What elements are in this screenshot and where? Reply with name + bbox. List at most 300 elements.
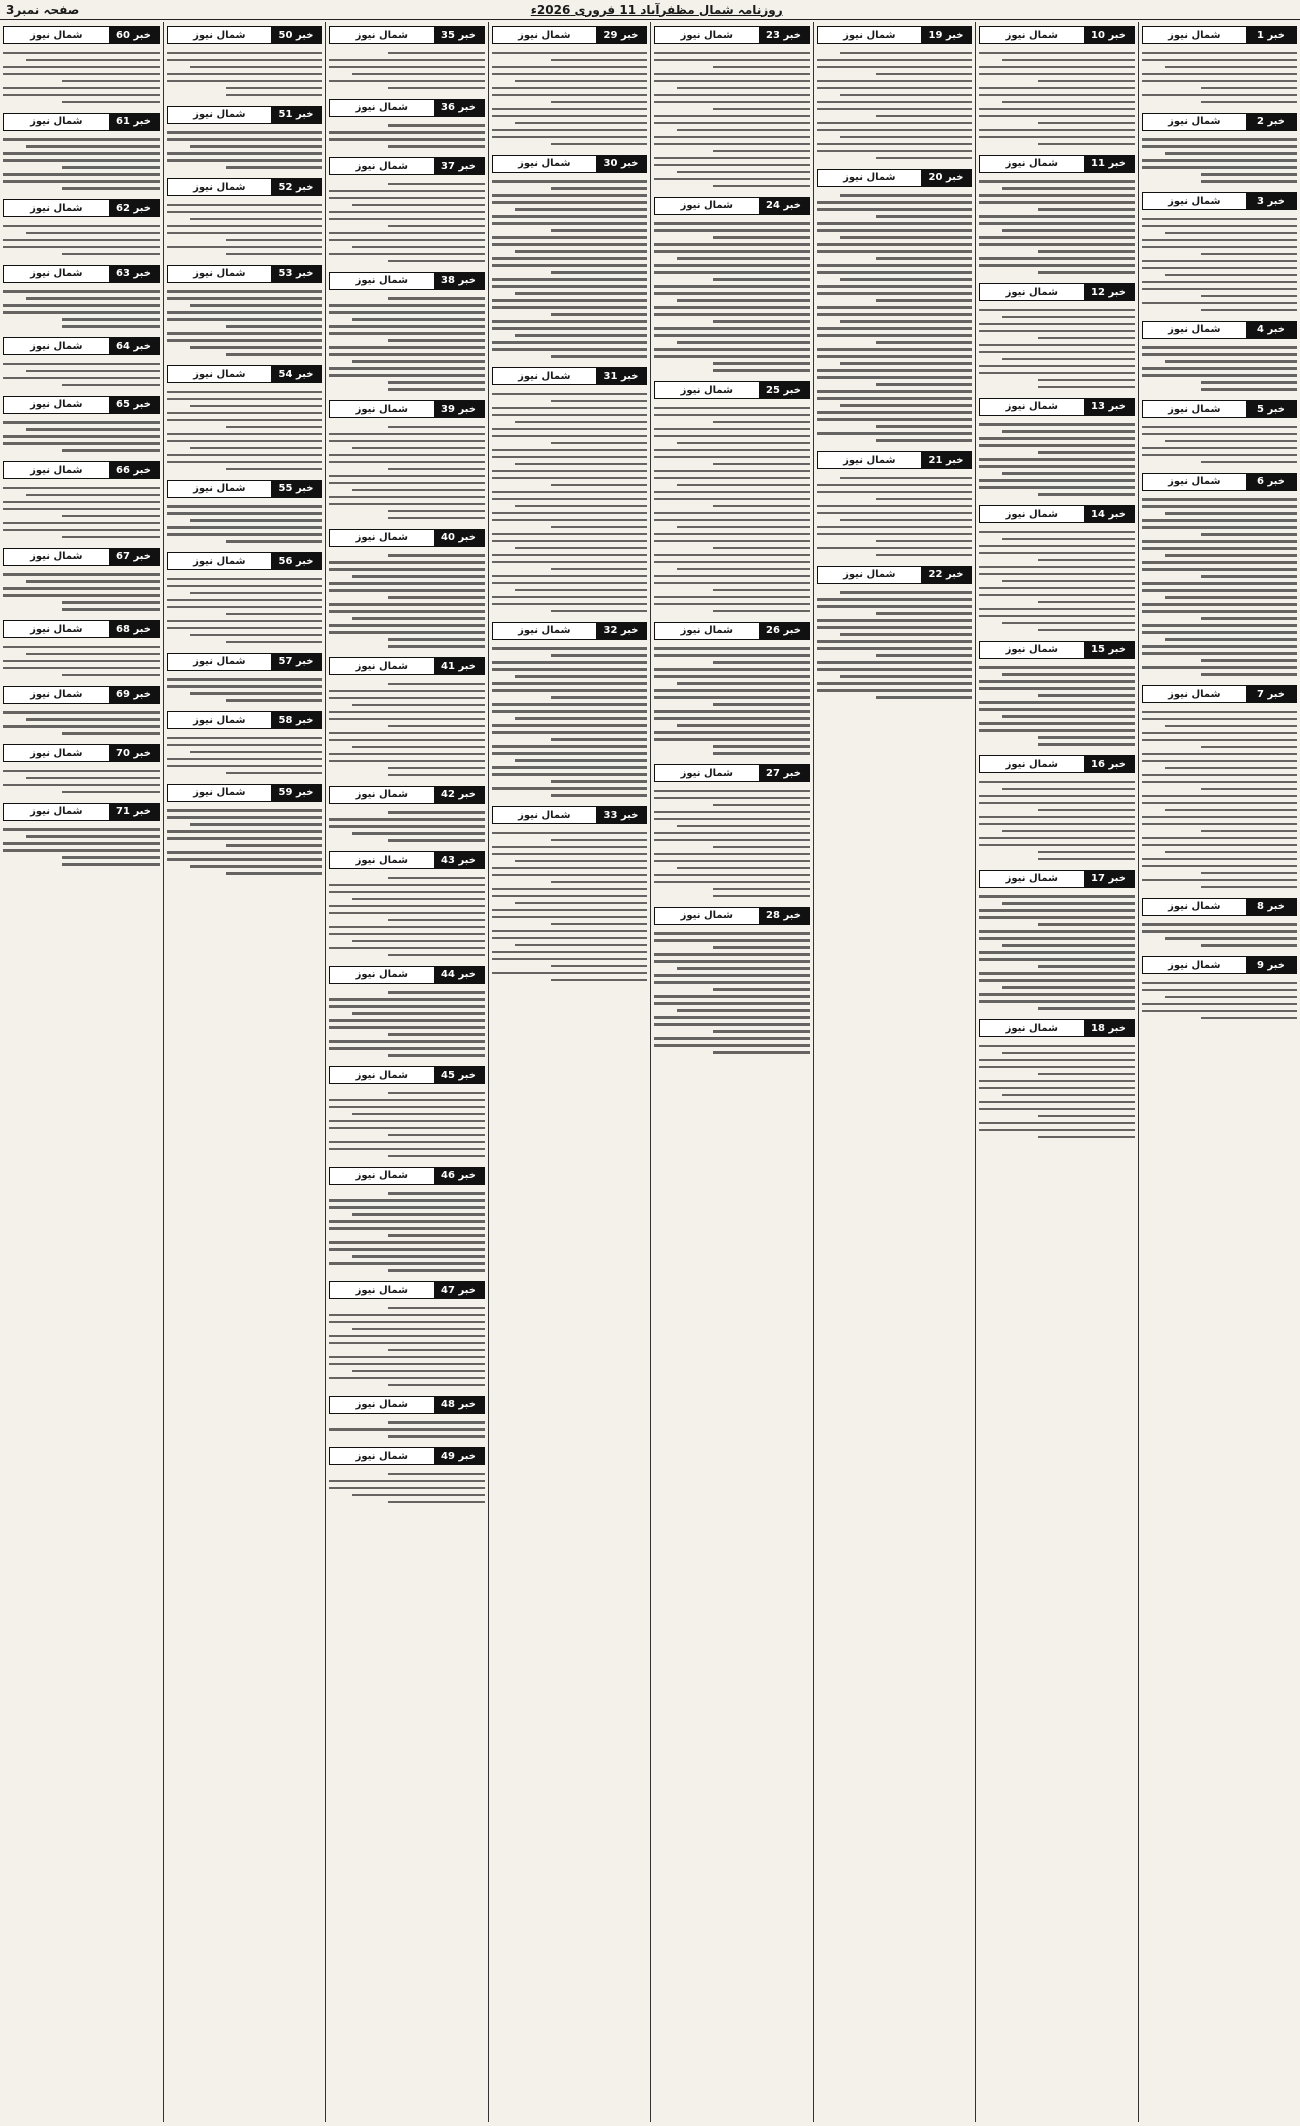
story-body (979, 890, 1135, 1016)
agency-label: شمال نیوز (330, 1168, 434, 1184)
story-number: خبر 62 (109, 200, 159, 216)
story-body (167, 46, 323, 102)
text-line (979, 486, 1135, 489)
agency-label: شمال نیوز (1143, 957, 1247, 973)
text-line (190, 634, 322, 637)
text-line (515, 292, 647, 295)
agency-label: شمال نیوز (4, 462, 109, 478)
text-line (388, 381, 484, 384)
text-line (817, 526, 973, 529)
agency-label: شمال نیوز (4, 338, 109, 354)
text-line (1038, 1007, 1134, 1010)
text-line (492, 895, 648, 898)
agency-label: شمال نیوز (4, 266, 109, 282)
text-line (492, 180, 648, 183)
text-line (713, 278, 809, 281)
text-line (817, 222, 973, 225)
text-line (979, 236, 1135, 239)
text-line (3, 138, 160, 141)
text-line (1165, 851, 1297, 854)
text-line (492, 745, 648, 748)
text-line (979, 795, 1135, 798)
text-line (654, 1044, 810, 1047)
story-header (979, 155, 1135, 173)
news-story (3, 548, 160, 617)
agency-label: شمال نیوز (4, 804, 109, 820)
text-line (654, 428, 810, 431)
text-line (226, 87, 322, 90)
text-line (1002, 316, 1134, 319)
text-line (840, 236, 972, 239)
text-line (3, 573, 160, 576)
text-line (713, 505, 809, 508)
story-body (329, 677, 485, 782)
text-line (1142, 239, 1298, 242)
text-line (654, 953, 810, 956)
text-line (226, 253, 322, 256)
story-header (329, 1447, 485, 1465)
text-line (1142, 138, 1298, 141)
text-line (62, 608, 159, 611)
text-line (979, 115, 1135, 118)
text-line (167, 627, 323, 630)
text-line (329, 1047, 485, 1050)
text-line (654, 981, 810, 984)
text-line (840, 633, 972, 636)
news-story (329, 1396, 485, 1444)
story-body (3, 481, 160, 544)
agency-label: شمال نیوز (330, 852, 434, 868)
text-line (654, 306, 810, 309)
text-line (226, 166, 322, 169)
story-body (3, 357, 160, 392)
text-line (979, 52, 1135, 55)
story-number: خبر 30 (596, 156, 646, 172)
news-story (817, 26, 973, 165)
text-line (817, 129, 973, 132)
text-line (876, 612, 972, 615)
text-line (1142, 52, 1298, 55)
text-line (551, 59, 647, 62)
text-line (492, 930, 648, 933)
story-body (654, 642, 810, 761)
text-line (654, 164, 810, 167)
text-line (979, 1129, 1135, 1132)
story-number: خبر 28 (759, 908, 809, 924)
text-line (3, 660, 160, 663)
story-body (817, 586, 973, 705)
agency-label: شمال نیوز (4, 397, 109, 413)
text-line (551, 568, 647, 571)
text-line (515, 463, 647, 466)
text-line (876, 696, 972, 699)
text-line (167, 59, 323, 62)
text-line (677, 967, 809, 970)
text-line (492, 846, 648, 849)
text-line (979, 351, 1135, 354)
story-header (817, 169, 973, 187)
text-line (1165, 937, 1297, 940)
story-number: خبر 39 (434, 401, 484, 417)
text-line (388, 1269, 484, 1272)
text-line (1002, 538, 1134, 541)
text-line (515, 80, 647, 83)
text-line (713, 589, 809, 592)
story-number: خبر 67 (109, 549, 159, 565)
news-story (167, 480, 323, 549)
story-number: خبر 51 (271, 107, 321, 123)
text-line (492, 278, 648, 281)
news-column (325, 22, 488, 2122)
text-line (654, 470, 810, 473)
news-story (654, 381, 810, 618)
news-story (3, 26, 160, 109)
story-number: خبر 25 (759, 382, 809, 398)
text-line (1165, 638, 1297, 641)
text-line (3, 646, 160, 649)
text-line (654, 603, 810, 606)
story-body (1142, 705, 1298, 894)
story-header (817, 566, 973, 584)
text-line (515, 759, 647, 762)
text-line (876, 498, 972, 501)
text-line (654, 491, 810, 494)
news-story (654, 622, 810, 761)
story-body (167, 804, 323, 881)
text-line (1142, 753, 1298, 756)
text-line (3, 442, 160, 445)
agency-label: شمال نیوز (980, 871, 1084, 887)
text-line (713, 463, 809, 466)
text-line (654, 738, 810, 741)
text-line (979, 136, 1135, 139)
text-line (1165, 767, 1297, 770)
text-line (1142, 218, 1298, 221)
story-body (329, 986, 485, 1063)
text-line (1038, 451, 1134, 454)
text-line (1142, 816, 1298, 819)
news-story (492, 367, 648, 618)
agency-label: شمال نیوز (655, 198, 759, 214)
text-line (1142, 426, 1298, 429)
text-line (876, 654, 972, 657)
text-line (979, 1000, 1135, 1003)
text-line (654, 243, 810, 246)
story-number: خبر 21 (921, 452, 971, 468)
story-header (654, 197, 810, 215)
text-line (1142, 802, 1298, 805)
story-number: خبر 63 (109, 266, 159, 282)
text-line (3, 152, 160, 155)
story-body (3, 46, 160, 109)
text-line (329, 211, 485, 214)
text-line (190, 823, 322, 826)
text-line (167, 765, 323, 768)
text-line (551, 965, 647, 968)
text-line (167, 454, 323, 457)
text-line (352, 1213, 484, 1216)
text-line (654, 348, 810, 351)
text-line (329, 66, 485, 69)
story-header (3, 461, 160, 479)
story-header (3, 113, 160, 131)
agency-label: شمال نیوز (980, 506, 1084, 522)
text-line (840, 591, 972, 594)
text-line (713, 320, 809, 323)
story-number: خبر 59 (271, 785, 321, 801)
text-line (817, 647, 973, 650)
agency-label: شمال نیوز (4, 745, 109, 761)
text-line (3, 770, 160, 773)
text-line (1201, 617, 1297, 620)
text-line (492, 115, 648, 118)
text-line (654, 881, 810, 884)
text-line (329, 353, 485, 356)
text-line (1142, 844, 1298, 847)
text-line (492, 596, 648, 599)
news-story (979, 505, 1135, 637)
story-header (1142, 26, 1298, 44)
agency-label: شمال نیوز (168, 712, 272, 728)
text-line (1142, 281, 1298, 284)
text-line (1142, 561, 1298, 564)
text-line (329, 239, 485, 242)
text-line (26, 835, 159, 838)
text-line (654, 143, 810, 146)
text-line (492, 519, 648, 522)
story-header (329, 851, 485, 869)
news-story (1142, 685, 1298, 894)
text-line (492, 832, 648, 835)
text-line (979, 545, 1135, 548)
story-body (654, 927, 810, 1060)
text-line (1142, 526, 1298, 529)
news-story (1142, 26, 1298, 109)
text-line (3, 508, 160, 511)
text-line (515, 717, 647, 720)
text-line (190, 692, 322, 695)
text-line (352, 575, 484, 578)
text-line (492, 348, 648, 351)
text-line (62, 515, 159, 518)
text-line (329, 998, 485, 1001)
text-line (1142, 666, 1298, 669)
text-line (1201, 1017, 1297, 1020)
text-line (492, 257, 648, 260)
story-number: خبر 4 (1246, 322, 1296, 338)
story-header (654, 764, 810, 782)
text-line (329, 332, 485, 335)
text-line (167, 440, 323, 443)
text-line (167, 225, 323, 228)
text-line (1002, 944, 1134, 947)
text-line (352, 447, 484, 450)
story-header (654, 622, 810, 640)
text-line (876, 299, 972, 302)
story-header (329, 99, 485, 117)
news-story (167, 552, 323, 649)
text-line (492, 554, 648, 557)
news-story (3, 686, 160, 741)
news-story (3, 744, 160, 799)
text-line (190, 519, 322, 522)
news-story (3, 113, 160, 196)
text-line (654, 115, 810, 118)
text-line (3, 173, 160, 176)
text-line (388, 839, 484, 842)
text-line (329, 1199, 485, 1202)
text-line (654, 675, 810, 678)
news-story (1142, 113, 1298, 189)
text-line (979, 201, 1135, 204)
text-line (388, 1421, 484, 1424)
text-line (817, 208, 973, 211)
story-header (979, 283, 1135, 301)
text-line (654, 94, 810, 97)
story-header (167, 784, 323, 802)
text-line (979, 257, 1135, 260)
story-header (3, 265, 160, 283)
text-line (3, 725, 160, 728)
text-line (329, 440, 485, 443)
text-line (1002, 1052, 1134, 1055)
text-line (979, 73, 1135, 76)
text-line (167, 80, 323, 83)
story-body (979, 1039, 1135, 1144)
text-line (654, 647, 810, 650)
story-header (1142, 321, 1298, 339)
story-header (979, 26, 1135, 44)
news-story (167, 365, 323, 476)
story-number: خبر 29 (596, 27, 646, 43)
text-line (1142, 603, 1298, 606)
agency-label: شمال نیوز (655, 623, 759, 639)
text-line (840, 519, 972, 522)
story-number: خبر 31 (596, 368, 646, 384)
text-line (1038, 743, 1134, 746)
text-line (654, 264, 810, 267)
text-line (329, 1377, 485, 1380)
text-line (352, 1328, 484, 1331)
text-line (1002, 902, 1134, 905)
text-line (352, 1012, 484, 1015)
text-line (713, 150, 809, 153)
text-line (352, 746, 484, 749)
text-line (388, 767, 484, 770)
text-line (1201, 173, 1297, 176)
text-line (190, 346, 322, 349)
text-line (388, 87, 484, 90)
text-line (388, 1234, 484, 1237)
agency-label: شمال نیوز (818, 170, 922, 186)
text-line (329, 732, 485, 735)
text-line (1142, 346, 1298, 349)
story-header (167, 178, 323, 196)
text-line (167, 211, 323, 214)
story-number: خبر 20 (921, 170, 971, 186)
text-line (492, 341, 648, 344)
text-line (979, 94, 1135, 97)
text-line (654, 122, 810, 125)
text-line (329, 1262, 485, 1265)
text-line (1002, 187, 1134, 190)
text-line (492, 752, 648, 755)
text-line (329, 753, 485, 756)
news-story (3, 620, 160, 682)
text-line (1002, 622, 1134, 625)
text-line (654, 554, 810, 557)
text-line (817, 101, 973, 104)
text-line (3, 522, 160, 525)
story-body (3, 823, 160, 872)
text-line (1038, 271, 1134, 274)
text-line (492, 129, 648, 132)
text-line (677, 526, 809, 529)
text-line (979, 701, 1135, 704)
text-line (876, 257, 972, 260)
text-line (654, 229, 810, 232)
text-line (492, 327, 648, 330)
text-line (167, 159, 323, 162)
text-line (388, 1473, 484, 1476)
story-body (329, 1086, 485, 1163)
agency-label: شمال نیوز (168, 266, 272, 282)
text-line (654, 222, 810, 225)
text-line (713, 66, 809, 69)
agency-label: شمال نیوز (330, 401, 434, 417)
news-story (979, 283, 1135, 394)
text-line (167, 419, 323, 422)
text-line (492, 73, 648, 76)
text-line (1142, 989, 1298, 992)
text-line (329, 1241, 485, 1244)
text-line (817, 66, 973, 69)
text-line (817, 505, 973, 508)
story-number: خبر 48 (434, 1397, 484, 1413)
text-line (979, 108, 1135, 111)
text-line (713, 703, 809, 706)
text-line (190, 865, 322, 868)
text-line (492, 603, 648, 606)
story-body (817, 189, 973, 448)
text-line (654, 73, 810, 76)
text-line (1165, 996, 1297, 999)
text-line (492, 958, 648, 961)
text-line (979, 264, 1135, 267)
news-story (329, 786, 485, 848)
story-number: خبر 40 (434, 530, 484, 546)
text-line (492, 867, 648, 870)
story-number: خبر 56 (271, 553, 321, 569)
text-line (167, 412, 323, 415)
story-body (3, 640, 160, 682)
story-body (654, 46, 810, 193)
text-line (979, 594, 1135, 597)
text-line (1038, 1115, 1134, 1118)
text-line (817, 87, 973, 90)
text-line (1201, 461, 1297, 464)
text-line (654, 811, 810, 814)
text-line (26, 494, 159, 497)
text-line (226, 772, 322, 775)
story-header (979, 1019, 1135, 1037)
text-line (3, 487, 160, 490)
agency-label: شمال نیوز (1143, 322, 1247, 338)
text-line (1142, 631, 1298, 634)
story-number: خبر 26 (759, 623, 809, 639)
text-line (1142, 718, 1298, 721)
text-line (352, 1370, 484, 1373)
